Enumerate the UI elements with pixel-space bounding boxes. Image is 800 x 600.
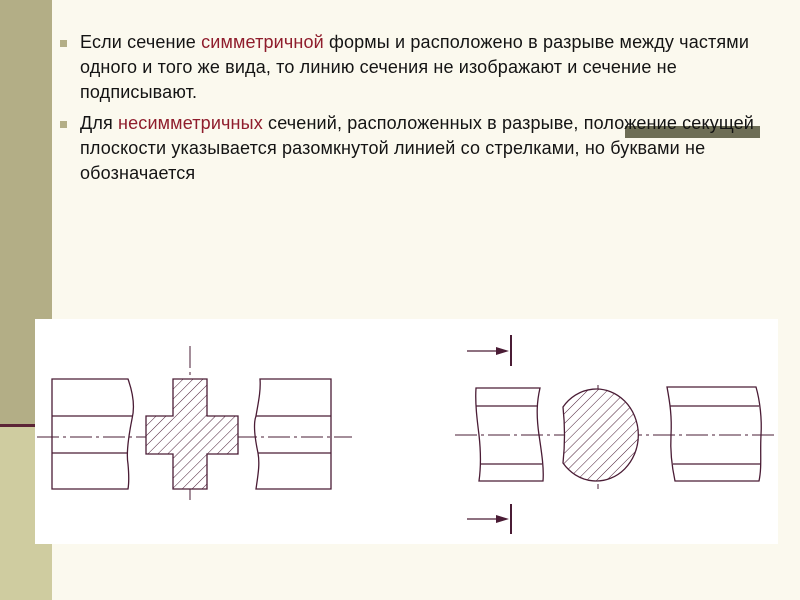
arrow-head-icon — [496, 347, 509, 355]
bullet-text — [80, 111, 768, 186]
bullet-item-asymmetric — [58, 111, 768, 186]
highlight-term: несимметричных — [118, 113, 263, 133]
bullet-text — [80, 30, 768, 105]
bullet-text-part: формы и расположено в разрыве между частями одного и того же вида, то линию сечения не изображают и сечение не подписывают. — [80, 32, 750, 102]
highlight-term: симметричной — [201, 32, 324, 52]
bullet-square-icon — [60, 40, 67, 47]
symmetric-section-drawing — [37, 346, 352, 502]
right-part-outline — [255, 379, 331, 489]
circular-section-hatched — [563, 389, 638, 481]
left-part-outline — [52, 379, 133, 489]
drawing-svg — [35, 319, 778, 544]
asymmetric-section-drawing — [455, 335, 775, 534]
bullet-item-symmetric — [58, 30, 768, 105]
bullet-square-icon — [60, 121, 67, 128]
right-part-outline — [667, 387, 761, 481]
cross-section-hatched — [146, 379, 238, 489]
technical-drawing-figure — [35, 319, 778, 544]
arrow-head-icon — [496, 515, 509, 523]
bullet-list — [58, 30, 768, 192]
bullet-text-part: сечений, расположенных в разрыве, положение секущей плоскости указывается разомкнутой линией со стрелками, но буквами не обозначается — [80, 113, 754, 183]
bullet-text-part: Если сечение — [80, 32, 202, 52]
bullet-text-part: Для — [80, 113, 119, 133]
